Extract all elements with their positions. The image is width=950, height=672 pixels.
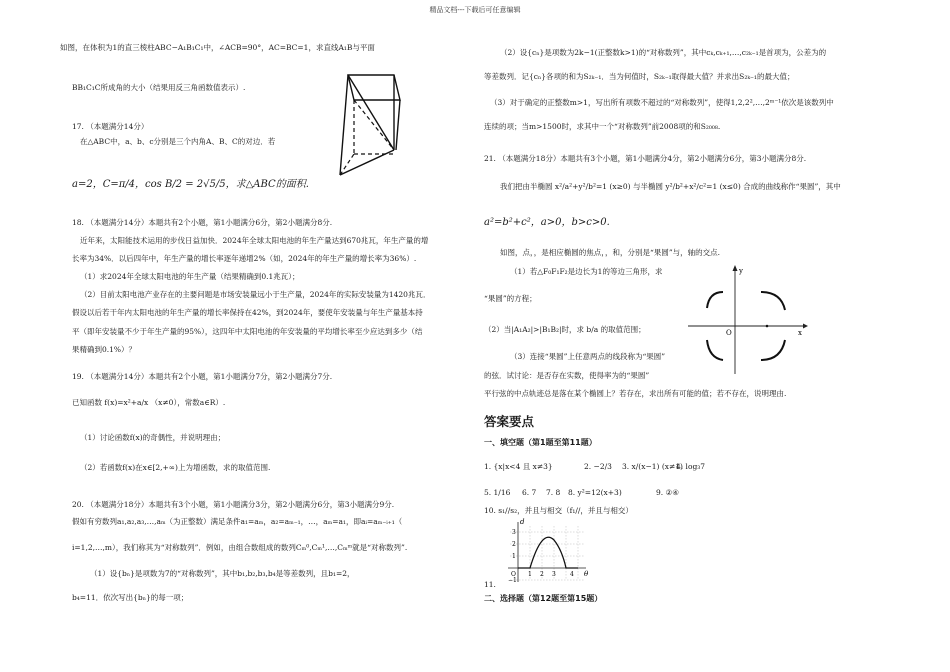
- axis-x-label: x: [798, 329, 802, 337]
- graph-xtick: 3: [552, 571, 556, 578]
- answer-5: 5. 1/16: [484, 488, 511, 497]
- section-fill-in: 一、填空题（第1题至第11题）: [484, 438, 597, 447]
- q17-text: 在△ABC中，a、b、c分别是三个内角A、B、C的对边．若: [80, 137, 276, 146]
- q18-line2: 长率为34%．以后四年中，年生产量的增长率逐年递增2%（如，2024年的年生产量的增长率为36%）.: [72, 254, 417, 263]
- q21-part2: （2）当|A₁A₂|>|B₁B₂|时，求 b/a 的取值范围；: [484, 325, 646, 334]
- q18-part1: （1）求2024年全球太阳电池的年生产量（结果精确到0.1兆瓦）；: [80, 272, 300, 281]
- q20-line1: 假如有穷数列a₁,a₂,a₃,…,aₘ（为正整数）满足条件a₁=aₘ，a₂=aₘ₋₁，…，aₘ=a₁，即aᵢ=aₘ₋ᵢ₊₁（: [72, 517, 403, 526]
- q18-part2d: 果精确到0.1%）？: [72, 345, 137, 354]
- graph-ytick: −1: [508, 577, 517, 584]
- graph-ytick: 3: [512, 529, 516, 536]
- q19-title: 19. （本题满分14分）本题共有2个小题，第1小题满分7分，第2小题满分7分.: [72, 372, 333, 381]
- q18-part2a: （2）目前太阳电池产业存在的主要问题是市场安装量远小于生产量，2024年的实际安装量为1420兆瓦．: [80, 290, 431, 299]
- answer-9: 9. ②④: [656, 488, 679, 497]
- graph-ytick: 2: [512, 541, 516, 548]
- prism-intro: 如图，在体积为1的直三棱柱ABC−A₁B₁C₁中，∠ACB=90°，AC=BC=1，求直线A₁B与平面: [60, 43, 375, 52]
- q20-part1a: （1）设{bₙ}是项数为7的“对称数列”，其中b₁,b₂,b₃,b₄是等差数列，且b₁=2，: [90, 569, 355, 578]
- q18-part2b: 假设以后若干年内太阳电池的年生产量的增长率保持在42%，到2024年，要使年安装量与年生产量基本持: [72, 308, 423, 317]
- q21-part3a: （3）连接“果圆”上任意两点的线段称为“果圆”: [510, 352, 666, 361]
- q18-title: 18. （本题满分14分）本题共有2个小题，第1小题满分6分，第2小题满分8分.: [72, 218, 333, 227]
- page-header: 精品文档---下载后可任意编辑: [429, 6, 521, 14]
- prism-tail: BB₁C₁C所成角的大小（结果用反三角函数值表示）.: [72, 83, 246, 92]
- prism-figure: [330, 72, 405, 182]
- answer-1: 1. {x|x<4 且 x≠3}: [484, 462, 553, 471]
- axis-y-label: y: [739, 267, 743, 275]
- q18-line1: 近年来，太阳能技术运用的步伐日益加快．2024年全球太阳电池的年生产量达到670兆瓦，年生产量的增: [80, 236, 429, 245]
- q20-part2b: 等差数列．记{cₙ}各项的和为S₂ₖ₋₁．当为何值时，S₂ₖ₋₁取得最大值？并求出S₂ₖ₋₁的最大值；: [484, 72, 795, 81]
- section-choice: 二、选择题（第12题至第15题）: [484, 594, 603, 603]
- graph-xtick: 1: [528, 571, 532, 578]
- q18-part2c: 平（即年安装量不少于年生产量的95%），这四年中太阳电池的年安装量的平均增长率至少应达到多少（结: [72, 327, 423, 336]
- answer-4: 4. log₃7: [676, 462, 706, 471]
- fruit-curve-figure: [685, 262, 810, 377]
- q17-title: 17. （本题满分14分）: [72, 122, 149, 131]
- q21-line2: 如图，点，，是相应椭圆的焦点，，和，分别是“果圆”与，轴的交点.: [500, 248, 721, 257]
- axis-origin-label: O: [726, 329, 732, 337]
- answer-11: 11.: [484, 580, 496, 589]
- graph-d-label: d: [520, 518, 525, 526]
- answer-11-graph: [500, 518, 592, 584]
- q21-part3b: 的弦．试讨论：是否存在实数，使得率为的“果圆”: [484, 371, 650, 380]
- graph-xtick: 4: [570, 571, 574, 578]
- answer-7: 7. 8: [546, 488, 561, 497]
- q19-function: 已知函数 f(x)=x²+a/x （x≠0），常数a∈R）.: [72, 398, 226, 407]
- graph-theta-label: θ: [584, 570, 589, 578]
- q20-part3b: 连续的项；当m>1500时，求其中一个“对称数列”前2008项的和S₂₀₀₈.: [484, 122, 721, 131]
- q21-part1b: “果圆”的方程；: [484, 294, 537, 303]
- q19-part2: （2）若函数f(x)在x∈[2,+∞)上为增函数，求的取值范围.: [80, 463, 271, 472]
- graph-xtick: O: [511, 571, 516, 578]
- answer-10: 10. s₁//s₂，并且与相交（f₁//，并且与相交）: [484, 506, 633, 515]
- q17-condition: a=2，C=π/4，cos B/2 = 2√5/5，求△ABC的面积.: [72, 179, 309, 190]
- answer-6: 6. 7: [522, 488, 537, 497]
- q21-line1: 我们把由半椭圆 x²/a²+y²/b²=1 (x≥0) 与半椭圆 y²/b²+x²/c²=1 (x≤0) 合成的曲线称作“果圆”，其中: [500, 182, 841, 191]
- q19-part1: （1）讨论函数f(x)的奇偶性，并说明理由；: [80, 433, 226, 442]
- q21-part3c: 平行弦的中点轨迹总是落在某个椭圆上？若存在，求出所有可能的值；若不存在，说明理由.: [484, 389, 787, 398]
- graph-xtick: 2: [540, 571, 544, 578]
- answer-3: 3. x/(x−1) (x≠1): [622, 462, 683, 471]
- q20-part3a: （3）对于确定的正整数m>1，写出所有项数不超过的“对称数列”，使得1,2,2²,…,2ᵐ⁻¹依次是该数列中: [490, 98, 834, 107]
- graph-ytick: 1: [512, 553, 516, 560]
- q20-title: 20. （本题满分18分）本题共有3个小题，第1小题满分3分，第2小题满分6分，第3小题满分9分.: [72, 500, 395, 509]
- q20-line2: i=1,2,…,m），我们称其为“对称数列”．例如，由组合数组成的数列Cₘ⁰,Cₘ¹,…,Cₘᵐ就是“对称数列”.: [72, 543, 408, 552]
- answers-title: 答案要点: [484, 414, 535, 429]
- q20-part2a: （2）设{cₙ}是项数为2k−1(正整数k>1)的“对称数列”，其中cₖ,cₖ₊₁,…,c₂ₖ₋₁是首项为，公差为的: [500, 48, 827, 57]
- q21-part1a: （1）若△F₀F₁F₂是边长为1的等边三角形，求: [510, 267, 663, 276]
- answer-8: 8. y²=12(x+3): [568, 488, 622, 497]
- answer-2: 2. −2/3: [584, 462, 612, 471]
- q21-condition: a²=b²+c²，a>0，b>c>0.: [484, 217, 610, 228]
- q20-part1b: b₄=11．依次写出{bₙ}的每一项；: [72, 593, 189, 602]
- q21-title: 21. （本题满分18分）本题共有3个小题，第1小题满分4分，第2小题满分6分，第3小题满分8分.: [484, 154, 807, 163]
